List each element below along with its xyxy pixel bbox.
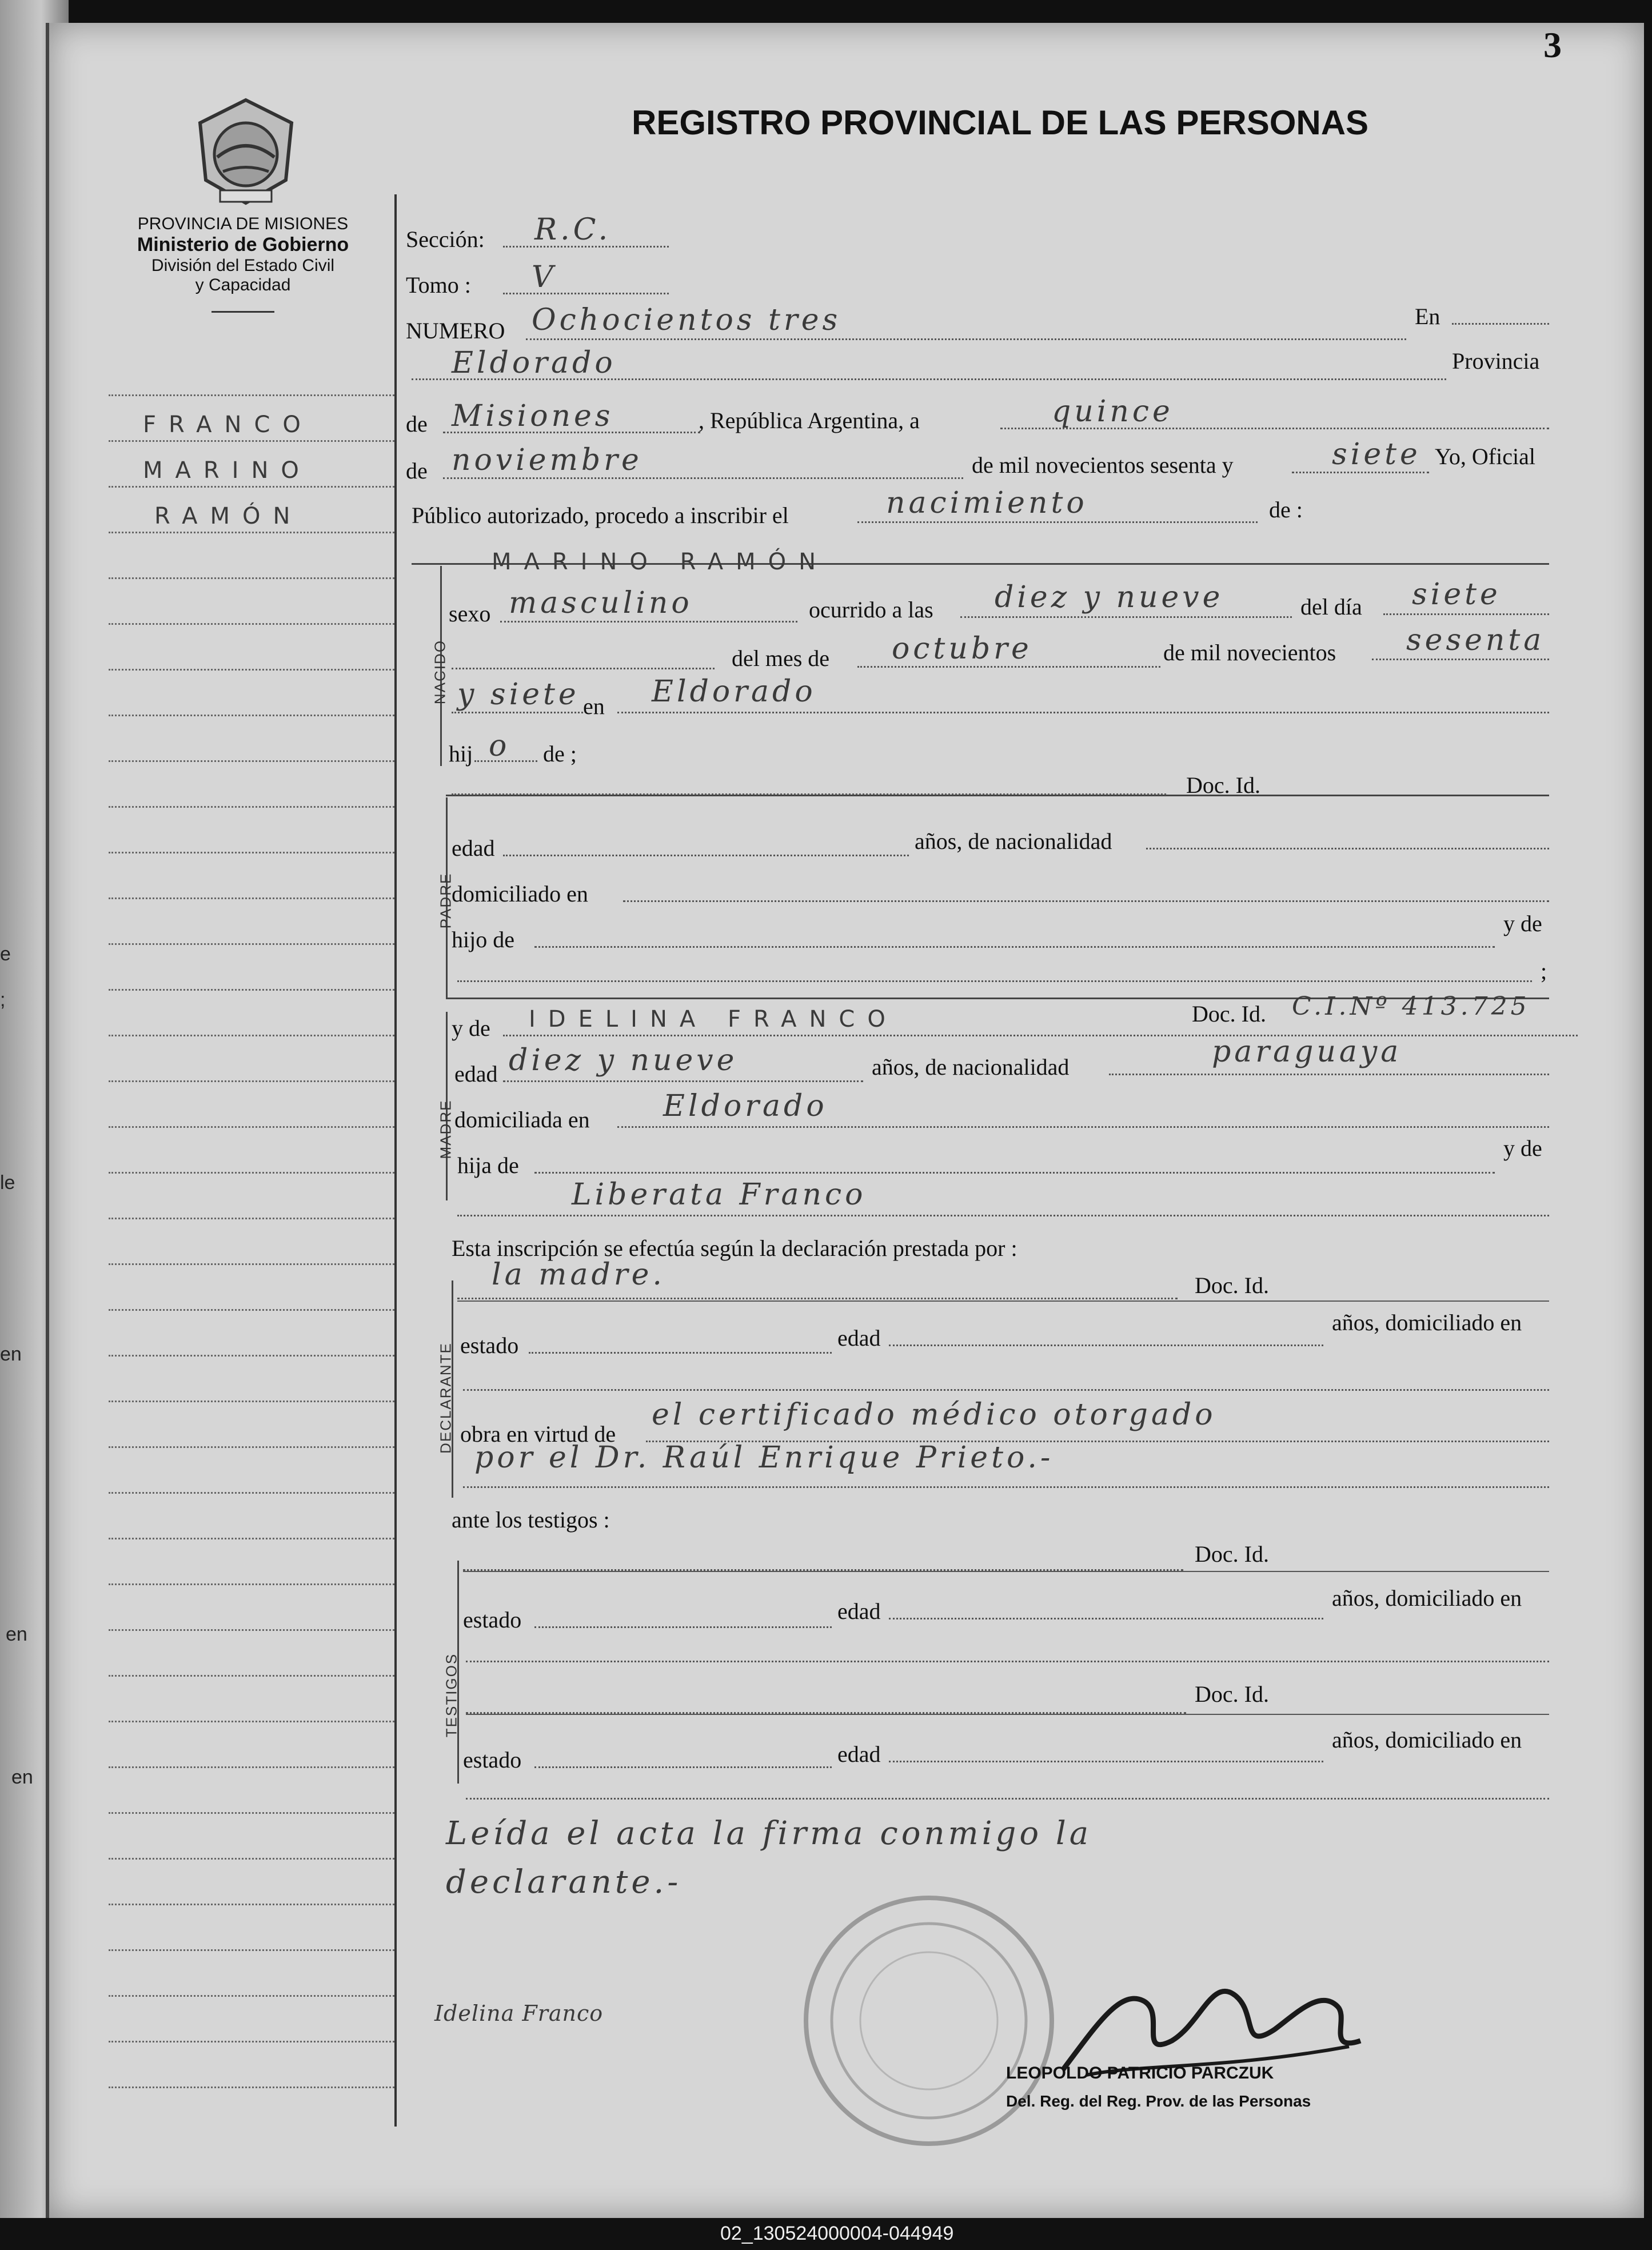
entry-lugar-nac: Eldorado (652, 675, 816, 709)
entry-acto: nacimiento (886, 486, 1088, 520)
margin-given-name-1: MARINO (143, 457, 312, 484)
margin-given-name-2: RAMÓN (154, 503, 303, 529)
label-anos-nacionalidad-madre: años, de nacionalidad (872, 1054, 1070, 1080)
label-publico: Público autorizado, procedo a inscribir el (412, 502, 789, 528)
margin-rule-line (109, 806, 394, 808)
entry-anio-nac-2: y siete (457, 677, 580, 712)
left-strip-text: en (11, 1766, 33, 1788)
left-strip-text: en (0, 1343, 22, 1365)
label-del-dia: del día (1300, 594, 1362, 620)
margin-rule-line (109, 715, 394, 716)
label-en: En (1415, 304, 1440, 329)
org-province: PROVINCIA DE MISIONES (137, 214, 349, 233)
entry-dia-nac: siete (1412, 577, 1501, 612)
margin-surname: FRANCO (143, 412, 313, 438)
margin-rule-line (109, 486, 394, 488)
margin-rule-line (109, 1126, 394, 1128)
margin-rule-line (109, 1446, 394, 1448)
label-sexo: sexo (449, 601, 491, 627)
label-de-colon: de : (1269, 497, 1303, 522)
label-yo-oficial: Yo, Oficial (1435, 444, 1535, 469)
label-tomo: Tomo : (406, 272, 471, 298)
image-id-label: 02_130524000004-044949 (720, 2223, 954, 2244)
label-semicolon: ; (1541, 958, 1547, 984)
margin-rule-line (109, 1766, 394, 1768)
margin-rule-line (109, 1629, 394, 1631)
org-capacity: y Capacidad (195, 276, 291, 294)
label-y-de-hija: y de (1503, 1135, 1542, 1161)
official-role: Del. Reg. del Reg. Prov. de las Personas (1006, 2092, 1311, 2110)
label-edad-declarante: edad (837, 1325, 881, 1351)
margin-rule-line (109, 532, 394, 533)
left-strip-text: e (0, 943, 11, 965)
margin-rule-line (109, 1949, 394, 1951)
closing-line-2: declarante.- (446, 1864, 682, 1901)
margin-rule-line (109, 1218, 394, 1219)
label-domiciliada-en: domiciliada en (454, 1107, 590, 1132)
margin-rule-line (109, 1309, 394, 1311)
label-edad-madre: edad (454, 1061, 498, 1087)
label-estado-testigo-1: estado (463, 1607, 522, 1633)
entry-hora: diez y nueve (995, 580, 1224, 615)
entry-madre-hija-de: Liberata Franco (572, 1178, 867, 1212)
official-name: LEOPOLDO PATRICIO PARCZUK (1006, 2064, 1274, 2083)
label-ocurrido: ocurrido a las (809, 597, 933, 623)
label-anos-domiciliado-testigo-2: años, domiciliado en (1332, 1727, 1522, 1753)
margin-rule-line (109, 852, 394, 853)
margin-rule-line (109, 1035, 394, 1036)
entry-numero: Ochocientos tres (532, 303, 841, 337)
entry-madre-nacionalidad: paraguaya (1212, 1035, 1402, 1069)
label-edad: edad (452, 835, 495, 861)
entry-lugar: Eldorado (452, 346, 616, 380)
label-seccion: Sección: (406, 226, 485, 252)
margin-rule-line (109, 2087, 394, 2088)
entry-madre-doc: C.I.Nº 413.725 (1292, 992, 1530, 1021)
label-de-mil-sesenta: de mil novecientos sesenta y (972, 452, 1234, 478)
entry-madre-nombre: IDELINA FRANCO (529, 1006, 898, 1032)
margin-rule-line (109, 760, 394, 762)
entry-certificado-1: el certificado médico otorgado (652, 1398, 1216, 1432)
closing-line-1: Leída el acta la firma conmigo la (446, 1815, 1092, 1852)
label-doc-id-madre: Doc. Id. (1192, 1001, 1266, 1027)
entry-madre-edad: diez y nueve (509, 1043, 738, 1078)
entry-hij-suffix: o (489, 729, 510, 763)
section-label-testigos: TESTIGOS (442, 1653, 460, 1738)
margin-rule-line (109, 1538, 394, 1539)
label-de-mil-novecientos: de mil novecientos (1163, 640, 1336, 665)
entry-anio-nac-1: sesenta (1406, 623, 1545, 657)
margin-rule-line (109, 2041, 394, 2042)
label-inscripcion: Esta inscripción se efectúa según la declaración prestada por : (452, 1235, 1017, 1261)
label-hija-de: hija de (457, 1152, 519, 1178)
entry-provincia: Misiones (452, 399, 614, 433)
entry-certificado-2: por el Dr. Raúl Enrique Prieto.- (474, 1441, 1054, 1475)
label-republica: , República Argentina, a (699, 408, 920, 433)
label-estado: estado (460, 1333, 519, 1358)
margin-rule-line (109, 1080, 394, 1082)
org-division: División del Estado Civil (151, 256, 335, 275)
margin-rule-line (109, 1904, 394, 1905)
label-doc-id-testigo-2: Doc. Id. (1195, 1681, 1269, 1707)
entry-madre-domicilio: Eldorado (663, 1089, 828, 1123)
entry-seccion: R.C. (534, 213, 612, 247)
entry-nombre-inscripto: MARINO RAMÓN (492, 549, 829, 575)
margin-rule-line (109, 1721, 394, 1722)
entry-sexo: masculino (509, 586, 693, 620)
entry-dia: quince (1052, 394, 1174, 429)
margin-rule-line (109, 1858, 394, 1860)
margin-rule-line (109, 943, 394, 945)
label-hij-de: de ; (543, 741, 577, 767)
entry-mes-nac: octubre (892, 632, 1032, 666)
entry-tomo: V (532, 260, 557, 294)
label-provincia: Provincia (1452, 348, 1540, 374)
left-strip-text: ; (0, 989, 6, 1011)
margin-rule-line (109, 989, 394, 991)
margin-rule-line (109, 1812, 394, 1814)
label-edad-testigo-1: edad (837, 1598, 881, 1624)
label-de: de (406, 411, 428, 437)
org-ministry: Ministerio de Gobierno (137, 234, 349, 256)
label-edad-testigo-2: edad (837, 1741, 881, 1767)
entry-anio: siete (1332, 437, 1421, 472)
label-y-de: y de (1503, 911, 1542, 936)
label-ante-testigos: ante los testigos : (452, 1507, 610, 1533)
margin-rule-line (109, 897, 394, 899)
left-strip-text: en (6, 1623, 27, 1645)
label-numero: NUMERO (406, 318, 505, 344)
margin-rule-line (109, 1263, 394, 1265)
official-stamp-icon (795, 1886, 1063, 2155)
label-anos-domiciliado: años, domiciliado en (1332, 1310, 1522, 1335)
section-label-madre: MADRE (437, 1099, 454, 1159)
margin-rule-line (109, 577, 394, 579)
margin-rule-line (109, 1583, 394, 1585)
section-label-padre: PADRE (437, 872, 454, 929)
label-estado-testigo-2: estado (463, 1747, 522, 1773)
declarant-signature: Idelina Franco (434, 2001, 604, 2026)
label-anos-domiciliado-testigo-1: años, domiciliado en (1332, 1585, 1522, 1611)
entry-mes: noviembre (452, 443, 643, 477)
issuing-office (97, 214, 389, 313)
label-hij: hij (449, 741, 473, 767)
label-en: en (583, 693, 605, 719)
margin-rule-line (109, 1172, 394, 1174)
margin-rule-line (109, 1401, 394, 1402)
margin-rule-line (109, 1355, 394, 1357)
label-domiciliado-en: domiciliado en (452, 881, 588, 907)
entry-declarante: la madre. (492, 1258, 665, 1292)
label-obra-virtud: obra en virtud de (460, 1421, 616, 1447)
label-del-mes: del mes de (732, 645, 830, 671)
margin-rule-line (109, 394, 394, 396)
left-strip-text: le (0, 1172, 15, 1194)
margin-rule-line (109, 669, 394, 671)
section-label-nacido: NACIDO (431, 639, 449, 705)
column-separator (394, 194, 397, 2127)
label-y-de-madre: y de (452, 1015, 490, 1041)
label-de: de (406, 458, 428, 484)
label-doc-id-testigo-1: Doc. Id. (1195, 1541, 1269, 1567)
section-label-declarante: DECLARANTE (437, 1342, 454, 1454)
label-anos-nacionalidad: años, de nacionalidad (915, 828, 1112, 854)
label-doc-id: Doc. Id. (1186, 772, 1260, 798)
label-doc-id-declarante: Doc. Id. (1195, 1272, 1269, 1298)
margin-rule-line (109, 623, 394, 625)
margin-rule-line (109, 1675, 394, 1677)
margin-rule-line (109, 1995, 394, 1997)
provincial-seal-icon (189, 94, 303, 209)
page-number: 3 (1543, 25, 1562, 65)
label-hijo-de: hijo de (452, 927, 514, 952)
margin-rule-line (109, 1492, 394, 1494)
margin-rule-line (109, 440, 394, 442)
page-title: REGISTRO PROVINCIAL DE LAS PERSONAS (632, 103, 1369, 142)
